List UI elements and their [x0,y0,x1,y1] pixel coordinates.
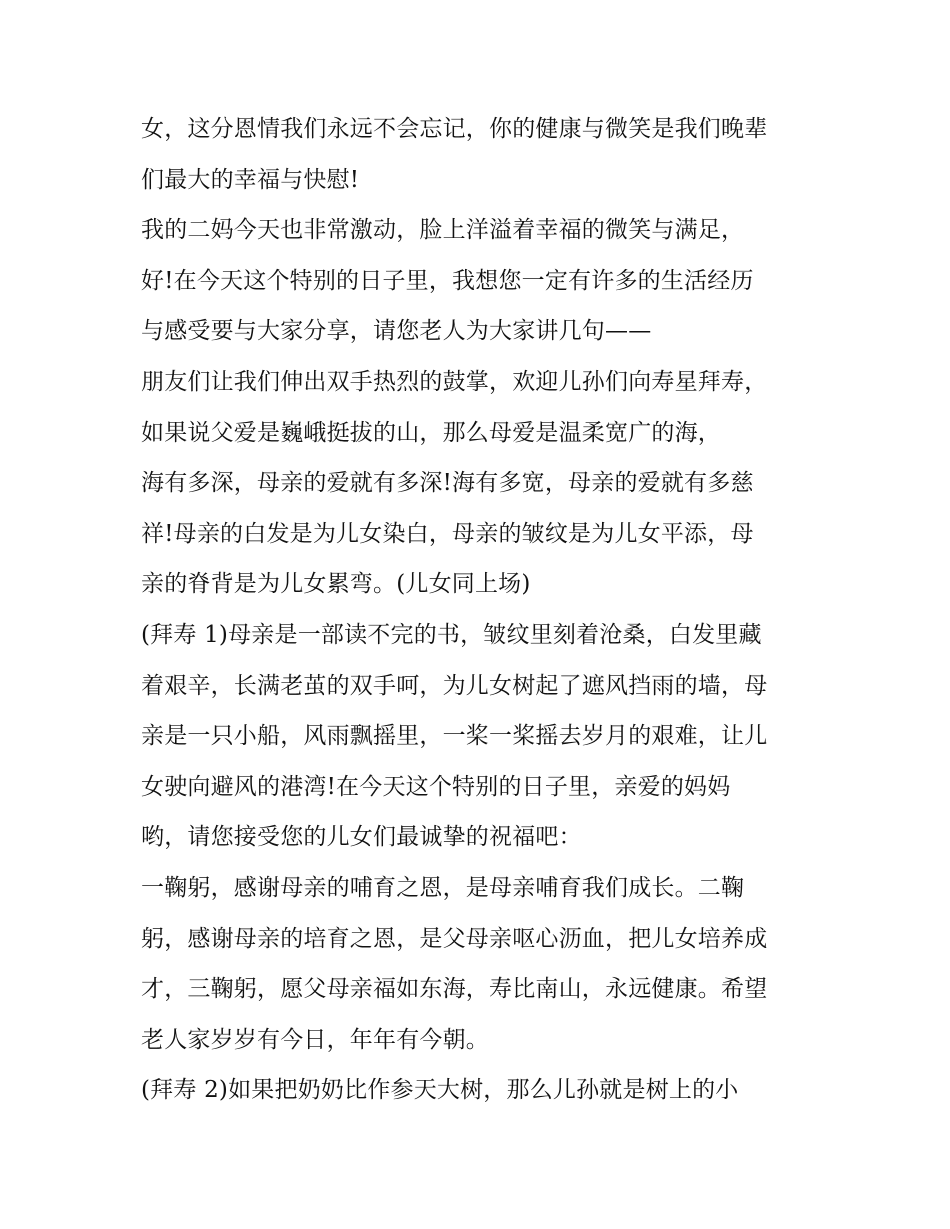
text-line: 亲是一只小船，风雨飘摇里，一桨一桨摇去岁月的艰难，让儿 [141,723,768,750]
text-line: 老人家岁岁有今日，年年有今朝。 [141,1026,489,1053]
text-line: 与感受要与大家分享，请您老人为大家讲几句—— [141,318,652,345]
text-line: 好!在今天这个特别的日子里，我想您一定有许多的生活经历 [141,267,754,294]
text-line: 着艰辛，长满老茧的双手呵，为儿女树起了遮风挡雨的墙，母 [141,672,768,699]
text-line: 躬，感谢母亲的培育之恩，是父母亲呕心沥血，把儿女培养成 [141,925,768,952]
text-line: 亲的脊背是为儿女累弯。(儿女同上场) [141,571,531,598]
text-line: 祥!母亲的白发是为儿女染白，母亲的皱纹是为儿女平添，母 [141,520,754,547]
text-line: 们最大的幸福与快慰! [141,166,360,193]
text-line: 海有多深，母亲的爱就有多深!海有多宽，母亲的爱就有多慈 [141,470,754,497]
document-body [141,104,831,1116]
text-line: 女，这分恩情我们永远不会忘记，你的健康与微笑是我们晚辈 [141,116,768,142]
text-line: 一鞠躬，感谢母亲的哺育之恩，是母亲哺育我们成长。二鞠 [141,874,745,901]
text-line: 如果说父爱是巍峨挺拔的山，那么母爱是温柔宽广的海， [141,419,721,446]
text-line: 才，三鞠躬，愿父母亲福如东海，寿比南山，永远健康。希望 [141,976,768,1003]
text-line: 女驶向避风的港湾!在今天这个特别的日子里，亲爱的妈妈 [141,773,731,800]
text-line: (拜寿 1)母亲是一部读不完的书，皱纹里刻着沧桑，白发里藏 [141,621,762,648]
text-line: 哟，请您接受您的儿女们最诚挚的祝福吧： [141,824,582,851]
text-line: 我的二妈今天也非常激动，脸上洋溢着幸福的微笑与满足， [141,217,745,244]
text-line: (拜寿 2)如果把奶奶比作参天大树，那么儿孙就是树上的小 [141,1077,739,1104]
text-line: 朋友们让我们伸出双手热烈的鼓掌，欢迎儿孙们向寿星拜寿， [141,368,768,395]
